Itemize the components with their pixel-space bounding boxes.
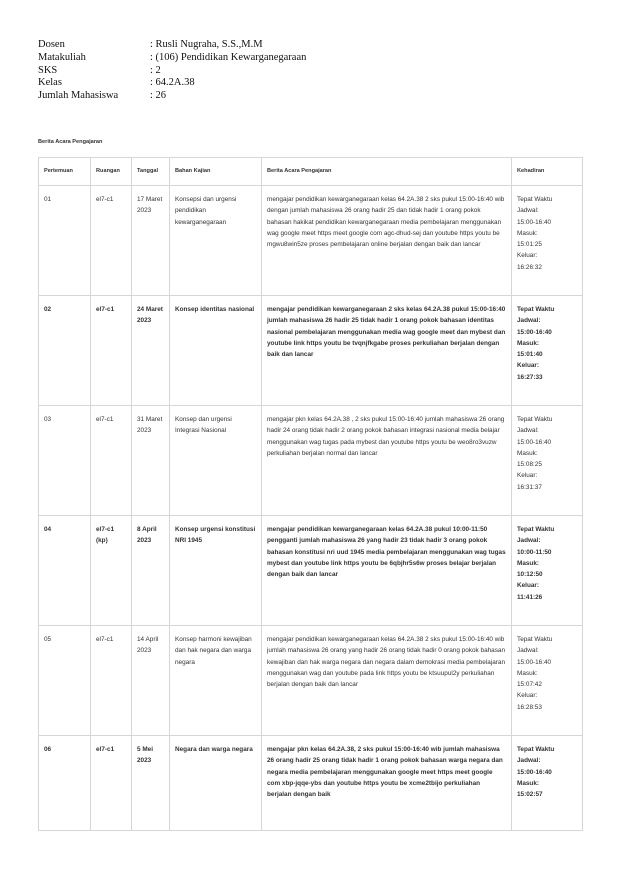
kehadiran-jadwal: 15:00-16:40: [517, 328, 552, 336]
course-info: [38, 39, 306, 103]
kehadiran-masuk-label: Masuk:: [517, 669, 538, 677]
table-row: [39, 516, 583, 626]
info-label: SKS: [38, 64, 58, 76]
kehadiran-masuk: 15:02:57: [517, 791, 543, 799]
cell-kehadiran: [512, 406, 583, 516]
kehadiran-masuk: 15:08:25: [517, 461, 542, 469]
kehadiran-keluar-label: Keluar:: [517, 692, 538, 700]
kehadiran-keluar-label: Keluar:: [517, 252, 538, 260]
kehadiran-keluar: 16:28:53: [517, 703, 542, 711]
kehadiran-jadwal-label: Jadwal:: [517, 427, 539, 435]
kehadiran-jadwal: 15:00-16:40: [517, 438, 552, 446]
cell-ruangan: el7-c1: [91, 296, 132, 406]
kehadiran-masuk-label: Masuk:: [517, 449, 538, 457]
kehadiran-masuk-label: Masuk:: [517, 559, 540, 567]
kehadiran-keluar: 11:41:26: [517, 593, 543, 601]
cell-bahan-kajian: Negara dan warga negara: [170, 736, 262, 831]
cell-ruangan: el7-c1: [91, 626, 132, 736]
cell-berita-acara: mengajar pendidikan kewarganegaraan kelas 64.2A.38 pukul 10:00-11:50 pengganti jumlah mahasiswa 26 yang hadir 23 tidak hadir 3 orang pokok bahasan konstitusi nri uud 1945 media pembelajaran menggunakan wag tugas mybest dan youtube link https youtu be 6qbjhr5s6w proses belajar berjalan dengan baik dan lancar: [262, 516, 512, 626]
info-label: Matakuliah: [38, 51, 86, 63]
cell-bahan-kajian: Konsep urgensi konstitusi NRI 1945: [170, 516, 262, 626]
info-value: : 2: [150, 64, 161, 76]
kehadiran-status: Tepat Waktu: [517, 306, 555, 313]
cell-ruangan: el7-c1: [91, 736, 132, 831]
cell-kehadiran: [512, 296, 583, 406]
cell-berita-acara: mengajar pendidikan kewarganegaraan 2 sks kelas 64.2A.38 pukul 15:00-16:40 jumlah mahasiswa 26 hadir 25 tidak hadir 1 orang pokok bahasan identitas nasional pembelajaran menggunakan media wag google meet dan mybest dan youtube link https youtu be tvqnjfkgabe proses perkuliahan berjalan dengan baik dan lancar: [262, 296, 512, 406]
cell-berita-acara: mengajar pendidikan kewarganegaraan kelas 64.2A.38 2 sks pukul 15:00-16:40 wib jumlah mahasiswa 26 orang yang hadir 26 orang tidak hadir 0 orang pokok bahasan kewajiban dan hak warga negara dan negara dalam demokrasi media pembelajaran menggunakan wag dan youtube pada link https youtu be ktsuupul2y perkuliahan berjalan dengan baik dan lancar: [262, 626, 512, 736]
table-header-row: [39, 158, 583, 186]
info-label: Kelas: [38, 77, 62, 89]
table-row: [39, 626, 583, 736]
kehadiran-jadwal-label: Jadwal:: [517, 647, 539, 655]
header-pertemuan: Pertemuan: [39, 158, 91, 186]
kehadiran-masuk-label: Masuk:: [517, 339, 540, 347]
header-berita-acara: Berita Acara Pengajaran: [262, 158, 512, 186]
kehadiran-keluar-label: Keluar:: [517, 582, 540, 590]
cell-pertemuan: 01: [39, 186, 91, 296]
kehadiran-status: Tepat Waktu: [517, 526, 555, 533]
kehadiran-status: Tepat Waktu: [517, 636, 553, 643]
info-row-matakuliah: [38, 52, 306, 65]
cell-bahan-kajian: Konsep harmoni kewajiban dan hak negara dan warga negara: [170, 626, 262, 736]
kehadiran-masuk: 15:07:42: [517, 681, 542, 689]
cell-berita-acara: mengajar pkn kelas 64.2A.38 , 2 sks pukul 15:00-16:40 jumlah mahasiswa 26 orang hadir 24 orang tidak hadir 2 orang pokok bahasan integrasi nasional media belajar menggunakan wag tugas pada mybest dan youtube https youtu be weo8ro3vuzw perkuliahan berjalan normal dan lancar: [262, 406, 512, 516]
kehadiran-jadwal: 15:00-16:40: [517, 768, 552, 776]
cell-pertemuan: 06: [39, 736, 91, 831]
table-row: [39, 406, 583, 516]
info-row-kelas: [38, 77, 306, 90]
kehadiran-jadwal: 10:00-11:50: [517, 548, 552, 556]
kehadiran-status: Tepat Waktu: [517, 416, 553, 423]
cell-ruangan: el7-c1: [91, 186, 132, 296]
kehadiran-jadwal: 15:00-16:40: [517, 218, 552, 226]
header-tanggal: Tanggal: [132, 158, 170, 186]
cell-bahan-kajian: Konsep dan urgensi Integrasi Nasional: [170, 406, 262, 516]
info-value: : (106) Pendidikan Kewarganegaraan: [150, 51, 307, 63]
cell-kehadiran: [512, 516, 583, 626]
info-row-dosen: [38, 39, 306, 52]
info-row-sks: [38, 65, 306, 78]
cell-kehadiran: [512, 186, 583, 296]
info-value: : 64.2A.38: [150, 77, 195, 89]
cell-berita-acara: mengajar pkn kelas 64.2A.38, 2 sks pukul 15:00-16:40 wib jumlah mahasiswa 26 orang hadir 25 orang tidak hadir 1 orang pokok bahasan warga negara dan negara media pembelajaran menggunakan google meet https meet google com xbp-jqqe-ybs dan youtube https youtu be xcme2tbijo perkuliahan berjalan dengan baik: [262, 736, 512, 831]
info-value: : 26: [150, 90, 167, 102]
kehadiran-masuk-label: Masuk:: [517, 779, 540, 787]
kehadiran-jadwal-label: Jadwal:: [517, 757, 541, 765]
table-row: [39, 296, 583, 406]
cell-kehadiran: [512, 626, 583, 736]
cell-tanggal: 14 April 2023: [132, 626, 170, 736]
kehadiran-status: Tepat Waktu: [517, 746, 555, 753]
cell-berita-acara: mengajar pendidikan kewarganegaraan kelas 64.2A.38 2 sks pukul 15:00-16:40 wib dengan jumlah mahasiswa 26 orang hadir 25 dan tidak hadir 1 orang pokok bahasan hakikat pendidikan kewarganegaraan media pembelajaran menggunakan wag google meet https meet google com agc-dhud-sej dan youtube https youtu be mgwu8win5ze proses pembelajaran online berjalan dengan baik dan lancar: [262, 186, 512, 296]
header-kehadiran: Kehadiran: [512, 158, 583, 186]
cell-tanggal: 24 Maret 2023: [132, 296, 170, 406]
kehadiran-keluar-label: Keluar:: [517, 472, 538, 480]
info-label: Dosen: [38, 39, 65, 50]
cell-pertemuan: 05: [39, 626, 91, 736]
kehadiran-jadwal-label: Jadwal:: [517, 207, 539, 215]
kehadiran-status: Tepat Waktu: [517, 196, 553, 203]
info-row-jumlah-mahasiswa: [38, 90, 306, 103]
cell-tanggal: 5 Mei 2023: [132, 736, 170, 831]
kehadiran-keluar: 16:27:33: [517, 373, 543, 381]
kehadiran-keluar-label: Keluar:: [517, 362, 540, 370]
cell-tanggal: 31 Maret 2023: [132, 406, 170, 516]
kehadiran-keluar: 16:26:32: [517, 263, 542, 271]
kehadiran-jadwal-label: Jadwal:: [517, 537, 541, 545]
cell-pertemuan: 04: [39, 516, 91, 626]
berita-acara-table: [38, 157, 583, 831]
cell-kehadiran: [512, 736, 583, 831]
cell-ruangan: el7-c1: [91, 406, 132, 516]
table-row: [39, 736, 583, 831]
cell-bahan-kajian: Konsepsi dan urgensi pendidikan kewarganegaraan: [170, 186, 262, 296]
kehadiran-masuk-label: Masuk:: [517, 229, 538, 237]
kehadiran-jadwal: 15:00-16:40: [517, 658, 552, 666]
cell-pertemuan: 03: [39, 406, 91, 516]
cell-ruangan: el7-c1 (kp): [91, 516, 132, 626]
section-title: Berita Acara Pengajaran: [38, 139, 103, 145]
cell-bahan-kajian: Konsep identitas nasional: [170, 296, 262, 406]
kehadiran-masuk: 10:12:50: [517, 571, 543, 579]
kehadiran-masuk: 15:01:40: [517, 351, 543, 359]
info-value: : Rusli Nugraha, S.S.,M.M: [150, 39, 263, 50]
header-bahan-kajian: Bahan Kajian: [170, 158, 262, 186]
table-row: [39, 186, 583, 296]
kehadiran-masuk: 15:01:25: [517, 241, 542, 249]
info-label: Jumlah Mahasiswa: [38, 90, 119, 102]
header-ruangan: Ruangan: [91, 158, 132, 186]
kehadiran-keluar: 16:31:37: [517, 483, 542, 491]
cell-tanggal: 17 Maret 2023: [132, 186, 170, 296]
cell-pertemuan: 02: [39, 296, 91, 406]
kehadiran-jadwal-label: Jadwal:: [517, 317, 541, 325]
cell-tanggal: 8 April 2023: [132, 516, 170, 626]
